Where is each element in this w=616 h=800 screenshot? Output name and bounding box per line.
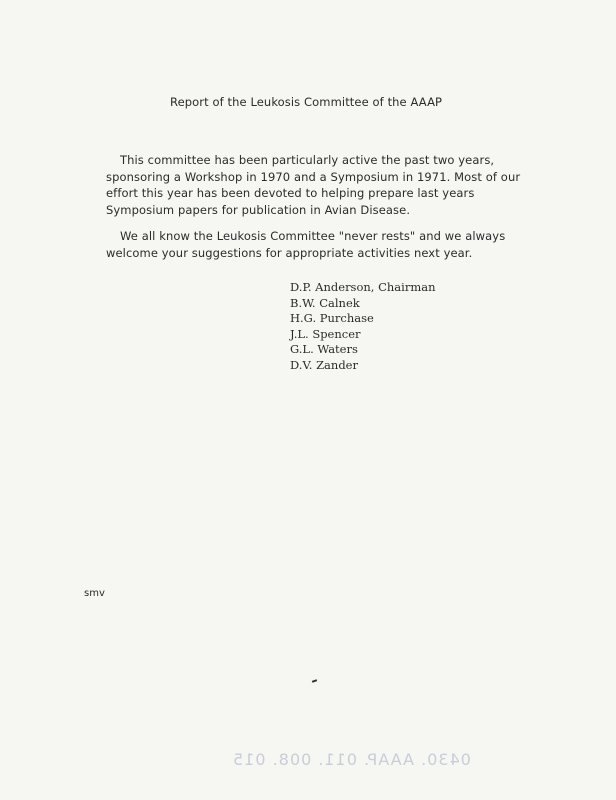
paragraph-1 [106, 152, 526, 218]
signatory: G.L. Waters [290, 342, 358, 356]
paragraph-2 [106, 228, 526, 261]
document-title: Report of the Leukosis Committee of the AAAP [170, 95, 443, 109]
typist-initials: smv [84, 588, 105, 599]
signatory: D.P. Anderson, Chairman [290, 280, 436, 294]
signatory: H.G. Purchase [290, 311, 374, 325]
paragraph-text: We all know the Leukosis Committee "never rests" and we always welcome your suggestions for appropriate activities next year. [106, 229, 506, 260]
signatory: B.W. Calnek [290, 295, 360, 310]
signatory: J.L. Spencer [290, 326, 361, 341]
signatory-list [290, 280, 436, 373]
signatory: D.V. Zander [290, 357, 358, 372]
ink-mark [312, 679, 317, 683]
paragraph-text: This committee has been particularly active the past two years, sponsoring a Workshop in 1970 and a Symposium in 1971. Most of our effort this year has been devoted to helping prepare last years Symposium papers for publication in Avian Disease. [106, 153, 521, 217]
bleed-through-archive-number: 0430. AAAP. 011. 008. 015 [232, 750, 471, 769]
